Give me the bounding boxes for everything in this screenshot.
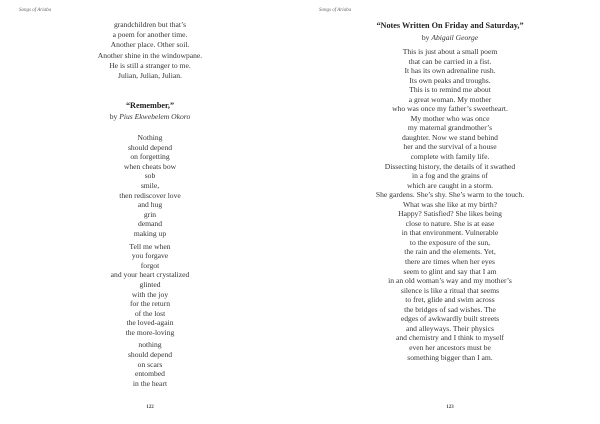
- poem-line: smile,: [140, 180, 160, 190]
- continued-poem: [0, 20, 300, 81]
- poem-heading: [0, 101, 300, 122]
- poem-line: which are caught in a storm.: [406, 180, 494, 190]
- poem-line: on scars: [137, 359, 163, 369]
- poem-line: Another place. Other soil.: [110, 40, 190, 50]
- poem-line: This is to remind me about: [409, 85, 491, 95]
- stanza: [0, 340, 300, 388]
- poem-line: close to nature. She is at ease: [405, 218, 495, 228]
- running-header: Songs of Ariaba: [19, 8, 52, 13]
- poem-line: edges of awkwardly built streets: [400, 314, 500, 324]
- poem-line: Another shine in the windowpane.: [97, 50, 203, 60]
- poem-line: nothing: [138, 340, 162, 350]
- poem-line: a great woman. My mother: [408, 94, 492, 104]
- poem-line: the loved-again: [126, 318, 174, 328]
- poem-line: This is just about a small poem: [402, 47, 498, 56]
- poem-line: on forgetting: [130, 152, 170, 162]
- poem-line: demand: [137, 219, 163, 229]
- poem-line: you forgave: [131, 251, 169, 261]
- poem-line: to the exposure of the sun,: [409, 237, 491, 247]
- poem-line: Dissecting history, the details of it swathed: [384, 161, 516, 171]
- poem-line: making up: [133, 228, 167, 238]
- poem-line: her and the survival of a house: [403, 142, 497, 152]
- poem-line: who was once my father’s sweetheart.: [392, 104, 508, 114]
- poem-author: Pius Ekwebelem Okoro: [119, 111, 191, 121]
- poem-line: and hug: [137, 200, 163, 210]
- poem-line: It has its own adrenaline rush.: [404, 66, 496, 76]
- poem-title: “Notes Written On Friday and Saturday,”: [376, 21, 524, 30]
- poem-byline: [300, 32, 600, 44]
- poem-line: to fret, glide and swim across: [405, 295, 495, 305]
- poem-line: in the heart: [132, 378, 168, 388]
- stanza: [0, 242, 300, 338]
- poem-line: grandchildren but that’s: [113, 20, 187, 29]
- poem-line: entombed: [135, 369, 165, 379]
- poem-line: and your heart crystalized: [110, 270, 190, 280]
- poem-line: seem to glint and say that I am: [403, 266, 497, 276]
- poem-line: Happy? Satisfied? She likes being: [398, 209, 502, 219]
- poem-line: the more-loving: [125, 327, 175, 337]
- poem-line: Julian, Julian, Julian.: [118, 71, 182, 81]
- poem-line: in that environment. Vulnerable: [401, 228, 499, 238]
- poem-line: daughter. Now we stand behind: [402, 132, 498, 142]
- poem-line: something bigger than I am.: [407, 352, 493, 362]
- poem-author: Abigail George: [431, 32, 479, 42]
- poem-line: Its own peaks and troughs.: [409, 75, 491, 85]
- poem-line: and alleyways. Their physics: [405, 323, 494, 333]
- poem-byline: [0, 112, 300, 123]
- poem-line: and chemistry and I think to myself: [396, 333, 504, 343]
- stanza: [0, 133, 300, 239]
- poem-line: My mother who was once: [410, 113, 490, 123]
- poem-line: when cheats bow: [123, 161, 177, 171]
- running-header: Songs of Ariaba: [319, 8, 352, 13]
- poem-line: Tell me when: [129, 241, 171, 251]
- poem-line: grin: [143, 209, 157, 219]
- poem-line: in an old woman’s way and my mother’s: [388, 276, 512, 286]
- poem-line: glinted: [139, 279, 161, 289]
- poem-line: that can be carried in a fist.: [408, 56, 492, 66]
- right-page: [300, 0, 600, 424]
- poem-line: there are times when her eyes: [404, 257, 496, 267]
- poem-line: silence is like a ritual that seems: [400, 285, 500, 295]
- poem-line: the bridges of sad wishes. The: [404, 304, 496, 314]
- poem-line: He is still a stranger to me.: [109, 60, 191, 70]
- poem-line: my maternal grandmother’s: [407, 123, 493, 133]
- poem-line: then rediscover love: [119, 190, 181, 200]
- poem-heading: [300, 20, 600, 43]
- poem-line: even her ancestors must be: [409, 342, 491, 352]
- poem-line: sob: [144, 171, 156, 181]
- poem-line: What was she like at my birth?: [402, 199, 498, 209]
- poem-line: Nothing: [137, 133, 163, 142]
- page-number: 123: [446, 405, 454, 410]
- by-label: by: [109, 111, 118, 121]
- poem-line: of the lost: [134, 308, 166, 318]
- poem-body: [300, 47, 600, 362]
- poem-line: should depend: [127, 142, 173, 152]
- poem-line: forgot: [140, 260, 160, 270]
- poem-title: “Remember,”: [125, 101, 175, 110]
- poem-line: the rain and the elements. Yet,: [404, 247, 496, 257]
- by-label: by: [421, 32, 430, 42]
- poem-line: She gardens. She’s shy. She’s warm to the touch.: [375, 190, 525, 200]
- page-number: 122: [146, 405, 154, 410]
- poem-line: for the return: [129, 299, 171, 309]
- poem-line: should depend: [127, 350, 173, 360]
- poem-line: with the joy: [131, 289, 169, 299]
- poem-line: a poem for another time.: [112, 30, 188, 40]
- poem-line: complete with family life.: [410, 152, 490, 162]
- poem-line: in a fog and the grains of: [412, 171, 488, 181]
- poem-body: [0, 133, 300, 388]
